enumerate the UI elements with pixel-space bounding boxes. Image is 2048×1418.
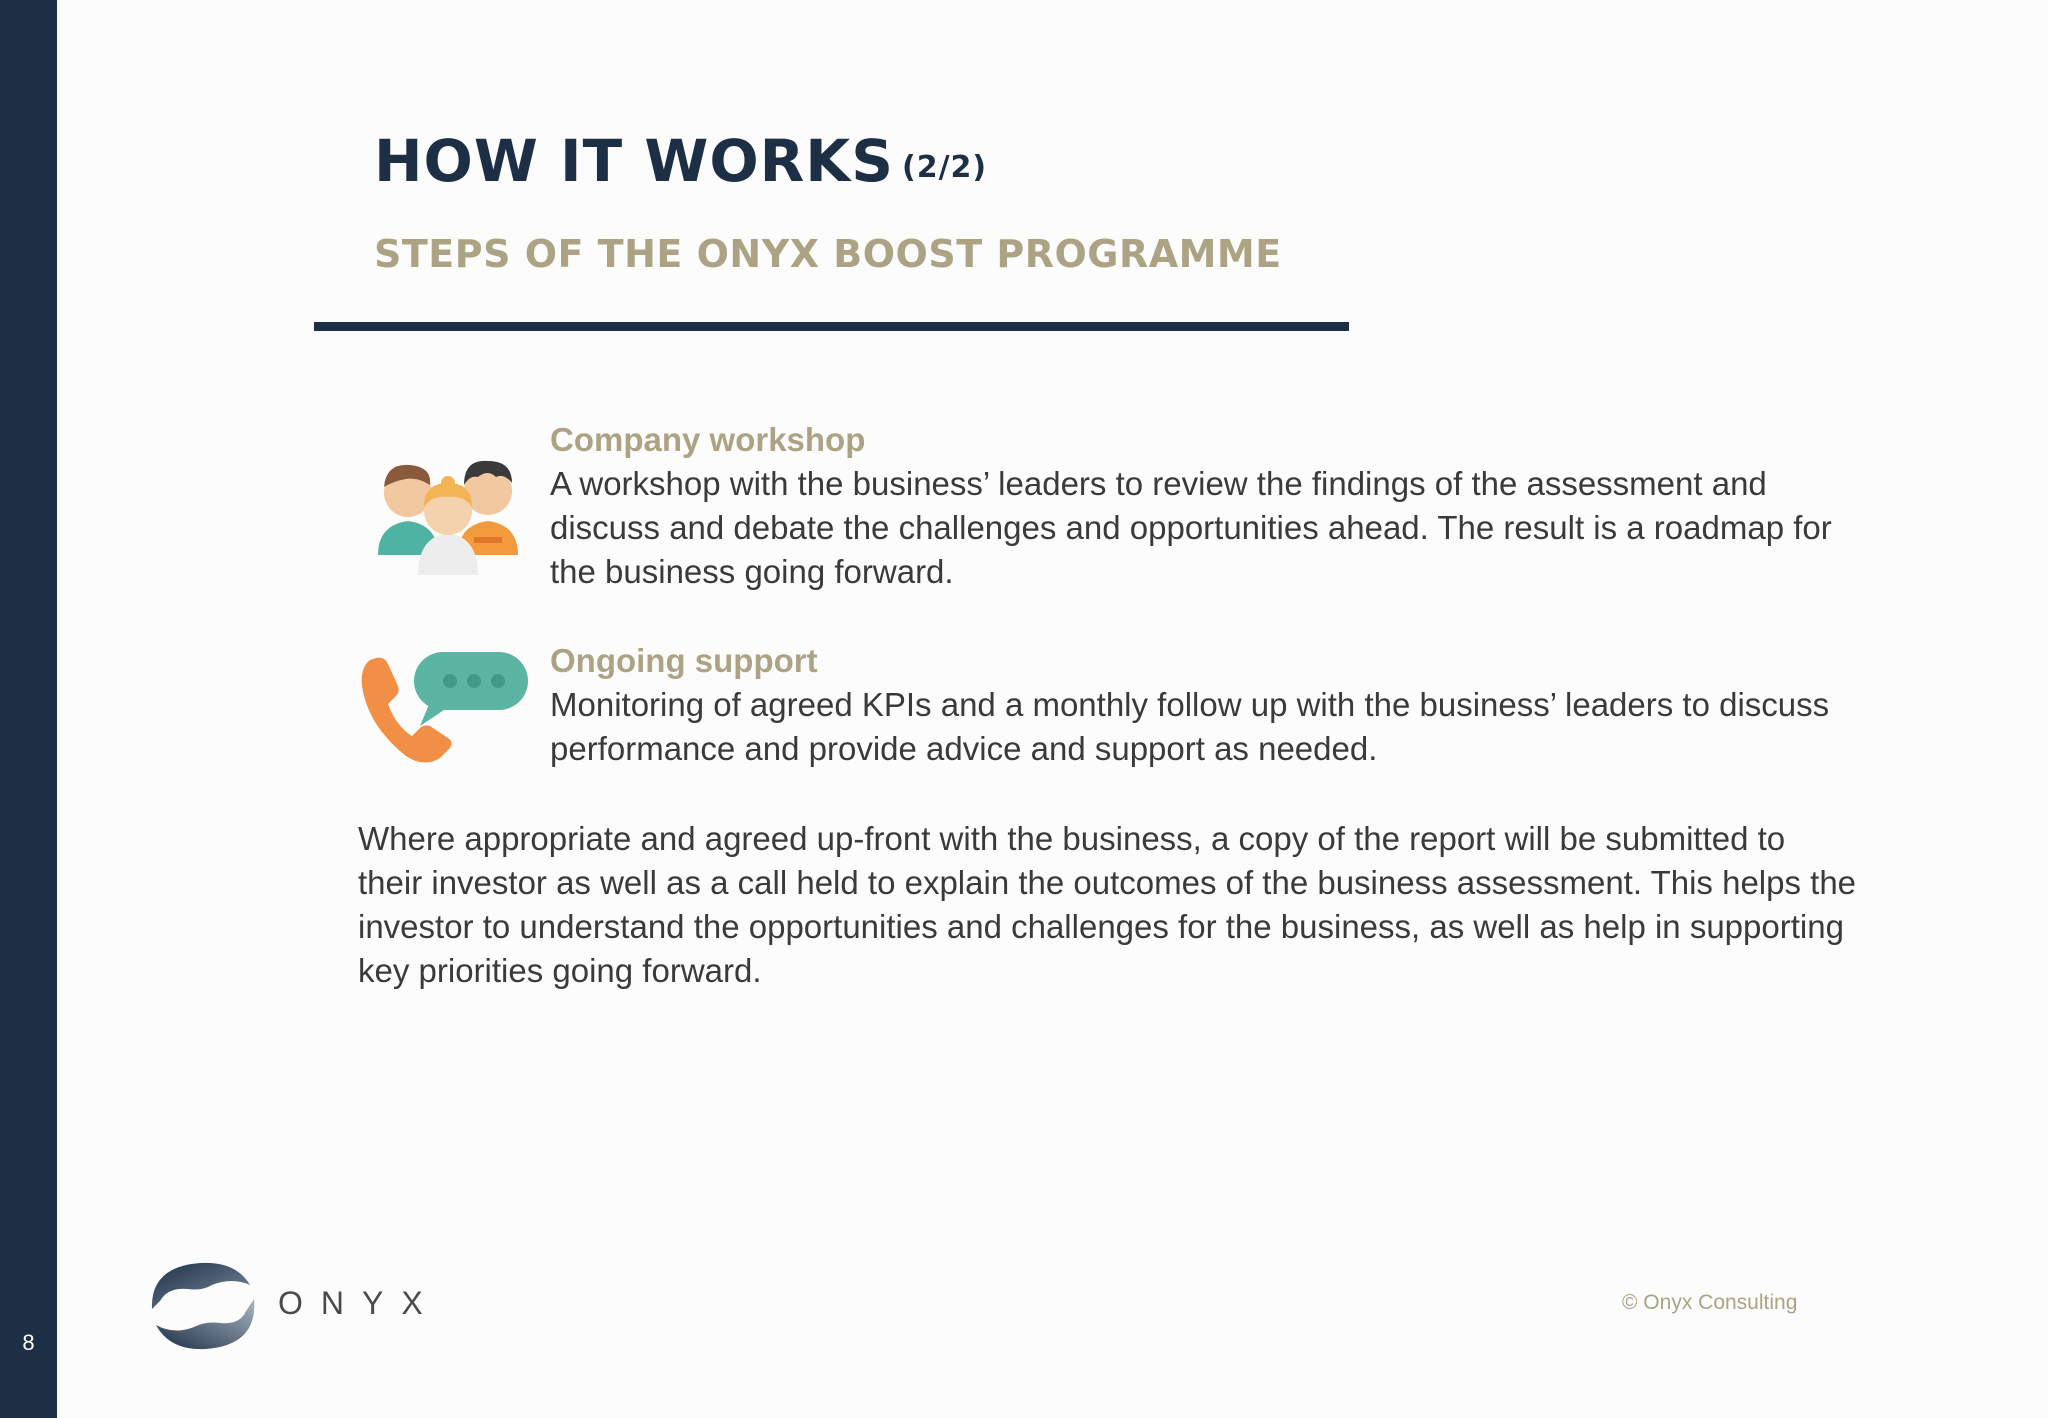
copyright: © Onyx Consulting <box>1622 1291 1798 1314</box>
side-band <box>0 0 57 1418</box>
people-group-icon <box>366 425 526 585</box>
phone-chat-icon <box>358 648 530 768</box>
logo-wordmark: ONYX <box>278 1285 441 1321</box>
closing-paragraph: Where appropriate and agreed up-front with the business, a copy of the report will be submitted to their investor as well as a call held to explain the outcomes of the business assessment. This helps the investor to understand the opportunities and challenges for the business, as well as help in supporting key priorities going forward. <box>358 820 1857 989</box>
title-underline <box>314 322 1349 331</box>
step-heading: Company workshop <box>550 421 866 458</box>
step-heading: Ongoing support <box>550 642 818 679</box>
page-title <box>374 127 988 195</box>
step-body: A workshop with the business’ leaders to review the findings of the assessment and discuss and debate the challenges and opportunities ahead. The result is a roadmap for the business going forward. <box>550 465 1832 590</box>
step-ongoing-support <box>550 639 1840 771</box>
page-number: 8 <box>22 1330 35 1355</box>
step-company-workshop <box>550 418 1840 594</box>
title-suffix: (2/2) <box>902 150 988 185</box>
step-body: Monitoring of agreed KPIs and a monthly follow up with the business’ leaders to discuss performance and provide advice and support as needed. <box>550 686 1830 767</box>
page-subtitle: STEPS OF THE ONYX BOOST PROGRAMME <box>374 232 1282 276</box>
title-text: HOW IT WORKS <box>374 127 895 195</box>
